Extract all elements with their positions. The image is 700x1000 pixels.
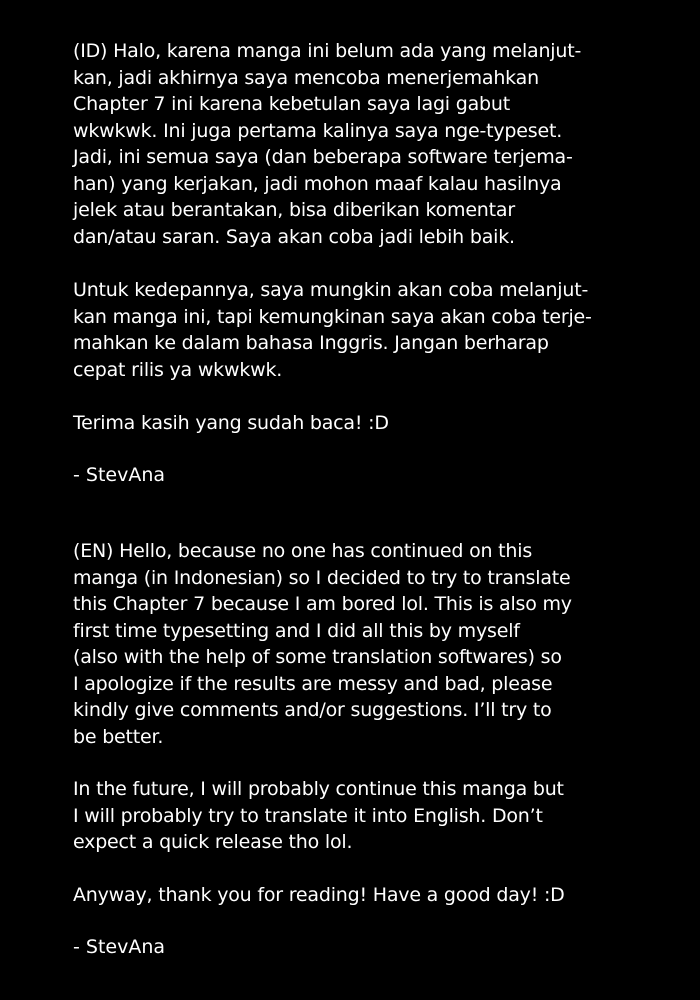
id-thanks <box>73 410 673 437</box>
en-p1-line: (also with the help of some translation softwares) so <box>73 646 562 668</box>
id-p1-line: wkwkwk. Ini juga pertama kalinya saya nge-typeset. <box>73 119 563 142</box>
en-thanks-text: Anyway, thank you for reading! Have a good day! :D <box>73 884 565 906</box>
id-p1-line: jelek atau berantakan, bisa diberikan komentar <box>73 199 515 221</box>
en-signature <box>73 934 673 961</box>
id-paragraph-1 <box>73 38 673 250</box>
en-p1-line: be better. <box>73 725 164 748</box>
id-p1-line: (ID) Halo, karena manga ini belum ada yang melanjut- <box>73 40 582 62</box>
id-p2-line: mahkan ke dalam bahasa Inggris. Jangan berharap <box>73 332 549 354</box>
en-signature-text: - StevAna <box>73 936 166 958</box>
id-p1-line: kan, jadi akhirnya saya mencoba menerjemahkan <box>73 66 539 89</box>
en-p1-line: manga (in Indonesian) so I decided to try to translate <box>73 566 571 589</box>
id-p1-line: Jadi, ini semua saya (dan beberapa software terjema- <box>73 146 573 168</box>
en-p1-line: (EN) Hello, because no one has continued on this <box>73 540 533 562</box>
en-paragraph-1 <box>73 538 673 750</box>
id-thanks-text: Terima kasih yang sudah baca! :D <box>73 412 389 434</box>
en-p2-line: expect a quick release tho lol. <box>73 831 353 853</box>
en-thanks <box>73 882 673 909</box>
id-signature <box>73 462 673 489</box>
id-p1-line: dan/atau saran. Saya akan coba jadi lebih baik. <box>73 225 515 248</box>
en-p2-line: I will probably try to translate it into English. Don’t <box>73 804 543 827</box>
en-p1-line: kindly give comments and/or suggestions. I’ll try to <box>73 699 552 721</box>
id-paragraph-2 <box>73 277 673 383</box>
en-p1-line: first time typesetting and I did all this by myself <box>73 619 520 642</box>
en-p1-line: I apologize if the results are messy and bad, please <box>73 672 553 695</box>
id-p2-line: Untuk kedepannya, saya mungkin akan coba melanjut- <box>73 279 589 301</box>
id-p2-line: kan manga ini, tapi kemungkinan saya akan coba terje- <box>73 305 592 328</box>
id-p2-line: cepat rilis ya wkwkwk. <box>73 358 283 381</box>
en-paragraph-2 <box>73 776 673 856</box>
en-p2-line: In the future, I will probably continue this manga but <box>73 778 564 800</box>
id-p1-line: Chapter 7 ini karena kebetulan saya lagi gabut <box>73 93 510 115</box>
en-p1-line: this Chapter 7 because I am bored lol. This is also my <box>73 593 572 615</box>
id-p1-line: han) yang kerjakan, jadi mohon maaf kalau hasilnya <box>73 172 562 195</box>
id-signature-text: - StevAna <box>73 464 166 486</box>
